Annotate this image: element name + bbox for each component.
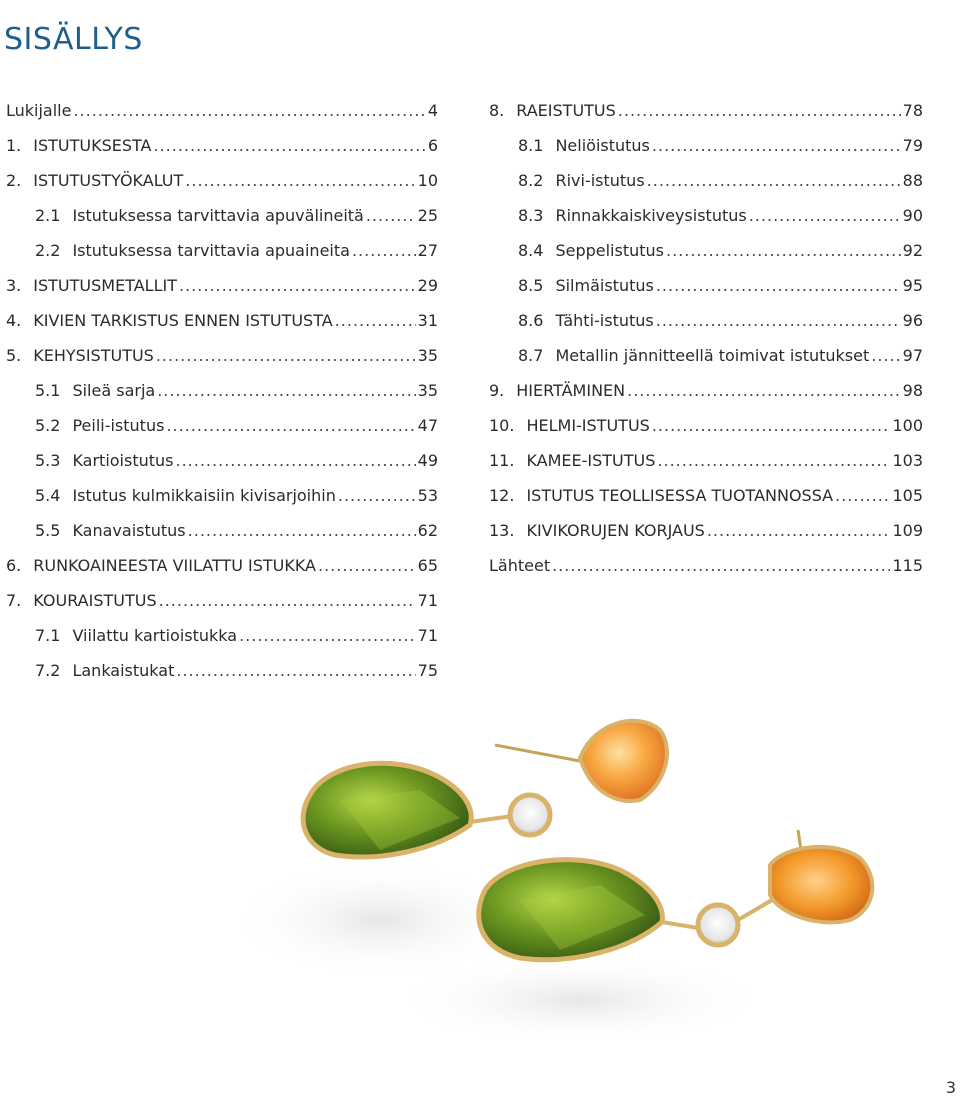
toc-entry-number: 5.1 xyxy=(35,381,61,400)
toc-entry xyxy=(489,413,923,448)
toc-entry-number: 5.3 xyxy=(35,451,61,470)
toc-entry xyxy=(489,98,923,133)
toc-entry xyxy=(6,413,438,448)
toc-entry xyxy=(489,343,923,378)
toc-entry-page: 96 xyxy=(902,311,923,330)
toc-entry xyxy=(489,448,923,483)
toc-entry xyxy=(6,518,438,553)
toc-entry xyxy=(6,623,438,658)
toc-entry-page: 79 xyxy=(902,136,923,155)
toc-entry-number: 6. xyxy=(6,556,22,575)
toc-entry-number: 9. xyxy=(489,381,505,400)
toc-entry-page: 97 xyxy=(902,346,923,365)
earrings-photo xyxy=(220,700,920,1040)
toc-entry xyxy=(6,273,438,308)
toc-entry-label: Rivi-istutus xyxy=(555,171,645,190)
toc-entry-label: KOURAISTUTUS xyxy=(33,591,157,610)
toc-entry-page: 103 xyxy=(892,451,923,470)
toc-entry-number: 7.1 xyxy=(35,626,61,645)
toc-entry xyxy=(489,203,923,238)
toc-dot-leader xyxy=(366,203,416,229)
toc-entry xyxy=(6,203,438,238)
toc-entry-label: Lankaistukat xyxy=(72,661,175,680)
toc-entry-number: 10. xyxy=(489,416,515,435)
toc-entry-page: 115 xyxy=(892,556,923,575)
toc-dot-leader xyxy=(338,483,416,509)
toc-entry-label: Kanavaistutus xyxy=(72,521,186,540)
toc-entry xyxy=(489,518,923,553)
toc-dot-leader xyxy=(159,588,416,614)
toc-entry-page: 71 xyxy=(417,591,438,610)
toc-entry xyxy=(489,238,923,273)
toc-entry xyxy=(6,343,438,378)
toc-entry-page: 88 xyxy=(902,171,923,190)
toc-entry xyxy=(6,168,438,203)
toc-entry-label: KAMEE-ISTUTUS xyxy=(526,451,656,470)
toc-entry-number: 8.4 xyxy=(518,241,544,260)
toc-dot-leader xyxy=(647,168,901,194)
toc-dot-leader xyxy=(707,518,891,544)
toc-entry xyxy=(6,308,438,343)
toc-entry-page: 35 xyxy=(417,346,438,365)
toc-entry-number: 8.3 xyxy=(518,206,544,225)
toc-entry-label: ISTUTUKSESTA xyxy=(33,136,152,155)
toc-entry-label: Rinnakkaiskiveysistutus xyxy=(555,206,747,225)
toc-dot-leader xyxy=(652,133,901,159)
toc-entry-label: Neliöistutus xyxy=(555,136,650,155)
toc-entry xyxy=(6,658,438,693)
toc-entry-number: 3. xyxy=(6,276,22,295)
toc-right-column xyxy=(489,98,923,588)
toc-entry-number: 8.1 xyxy=(518,136,544,155)
toc-entry-label: Lukijalle xyxy=(6,101,72,120)
toc-dot-leader xyxy=(239,623,416,649)
toc-entry xyxy=(489,308,923,343)
toc-entry-label: Metallin jännitteellä toimivat istutukset xyxy=(555,346,870,365)
toc-entry-page: 98 xyxy=(902,381,923,400)
toc-entry xyxy=(489,483,923,518)
toc-entry-page: 105 xyxy=(892,486,923,505)
toc-dot-leader xyxy=(154,133,426,159)
toc-entry xyxy=(489,133,923,168)
toc-entry-page: 35 xyxy=(417,381,438,400)
toc-dot-leader xyxy=(188,518,416,544)
page-title: SISÄLLYS xyxy=(4,22,143,58)
toc-entry-page: 27 xyxy=(417,241,438,260)
toc-entry-number: 5.5 xyxy=(35,521,61,540)
toc-entry-label: Seppelistutus xyxy=(555,241,664,260)
toc-dot-leader xyxy=(335,308,416,334)
toc-entry-label: ISTUTUS TEOLLISESSA TUOTANNOSSA xyxy=(526,486,834,505)
toc-entry-page: 75 xyxy=(417,661,438,680)
toc-entry xyxy=(6,133,438,168)
toc-dot-leader xyxy=(352,238,416,264)
toc-entry-number: 7.2 xyxy=(35,661,61,680)
toc-entry-page: 71 xyxy=(417,626,438,645)
toc-entry-page: 31 xyxy=(417,311,438,330)
toc-dot-leader xyxy=(666,238,901,264)
toc-entry-number: 8.2 xyxy=(518,171,544,190)
toc-dot-leader xyxy=(656,273,901,299)
toc-entry xyxy=(489,168,923,203)
toc-entry-label: ISTUTUSTYÖKALUT xyxy=(33,171,184,190)
toc-entry-page: 62 xyxy=(417,521,438,540)
toc-entry-number: 2.2 xyxy=(35,241,61,260)
toc-entry-number: 5.4 xyxy=(35,486,61,505)
toc-dot-leader xyxy=(166,413,415,439)
toc-entry-label: RUNKOAINEESTA VIILATTU ISTUKKA xyxy=(33,556,316,575)
toc-entry-page: 92 xyxy=(902,241,923,260)
toc-entry-number: 4. xyxy=(6,311,22,330)
toc-entry-label: KIVIKORUJEN KORJAUS xyxy=(526,521,705,540)
toc-entry-number: 2. xyxy=(6,171,22,190)
toc-entry-label: ISTUTUSMETALLIT xyxy=(33,276,177,295)
toc-entry xyxy=(6,238,438,273)
toc-dot-leader xyxy=(749,203,901,229)
page-number: 3 xyxy=(945,1078,956,1097)
toc-dot-leader xyxy=(156,343,416,369)
toc-entry xyxy=(6,98,438,133)
toc-dot-leader xyxy=(185,168,415,194)
toc-entry xyxy=(489,378,923,413)
toc-entry-page: 4 xyxy=(427,101,438,120)
toc-dot-leader xyxy=(73,98,425,124)
toc-entry-number: 1. xyxy=(6,136,22,155)
toc-dot-leader xyxy=(835,483,890,509)
toc-dot-leader xyxy=(318,553,416,579)
toc-entry-page: 95 xyxy=(902,276,923,295)
toc-entry-number: 8.5 xyxy=(518,276,544,295)
toc-entry-page: 90 xyxy=(902,206,923,225)
toc-entry-number: 8. xyxy=(489,101,505,120)
toc-entry-number: 12. xyxy=(489,486,515,505)
toc-left-column xyxy=(6,98,438,693)
toc-entry-page: 47 xyxy=(417,416,438,435)
toc-entry-page: 29 xyxy=(417,276,438,295)
toc-entry-number: 7. xyxy=(6,591,22,610)
toc-dot-leader xyxy=(656,308,901,334)
toc-entry-label: Sileä sarja xyxy=(72,381,156,400)
toc-dot-leader xyxy=(157,378,415,404)
toc-entry xyxy=(6,378,438,413)
toc-entry-label: Istutuksessa tarvittavia apuvälineitä xyxy=(72,206,364,225)
toc-entry-number: 13. xyxy=(489,521,515,540)
toc-entry-label: KEHYSISTUTUS xyxy=(33,346,154,365)
toc-dot-leader xyxy=(552,553,890,579)
toc-entry-number: 5. xyxy=(6,346,22,365)
toc-dot-leader xyxy=(657,448,890,474)
toc-entry-page: 109 xyxy=(892,521,923,540)
toc-entry-page: 100 xyxy=(892,416,923,435)
toc-dot-leader xyxy=(176,448,416,474)
toc-dot-leader xyxy=(627,378,901,404)
toc-entry-label: Lähteet xyxy=(489,556,551,575)
toc-entry xyxy=(489,273,923,308)
toc-dot-leader xyxy=(618,98,901,124)
toc-entry-label: Peili-istutus xyxy=(72,416,165,435)
toc-entry-label: Viilattu kartioistukka xyxy=(72,626,238,645)
toc-entry-number: 8.6 xyxy=(518,311,544,330)
toc-entry xyxy=(6,448,438,483)
toc-entry-label: Istutuksessa tarvittavia apuaineita xyxy=(72,241,350,260)
toc-entry-page: 49 xyxy=(417,451,438,470)
toc-entry-page: 10 xyxy=(417,171,438,190)
toc-entry-label: HIERTÄMINEN xyxy=(516,381,626,400)
toc-entry xyxy=(6,483,438,518)
toc-entry-label: KIVIEN TARKISTUS ENNEN ISTUTUSTA xyxy=(33,311,333,330)
toc-entry xyxy=(489,553,923,588)
toc-dot-leader xyxy=(176,658,415,684)
toc-entry-label: RAEISTUTUS xyxy=(516,101,616,120)
toc-dot-leader xyxy=(871,343,900,369)
toc-entry-number: 11. xyxy=(489,451,515,470)
toc-entry-number: 2.1 xyxy=(35,206,61,225)
toc-entry xyxy=(6,588,438,623)
toc-entry-number: 8.7 xyxy=(518,346,544,365)
toc-entry-page: 53 xyxy=(417,486,438,505)
toc-entry-label: Tähti-istutus xyxy=(555,311,654,330)
toc-entry-page: 65 xyxy=(417,556,438,575)
toc-entry-page: 6 xyxy=(427,136,438,155)
toc-entry-number: 5.2 xyxy=(35,416,61,435)
toc-dot-leader xyxy=(652,413,891,439)
toc-entry xyxy=(6,553,438,588)
toc-entry-label: Istutus kulmikkaisiin kivisarjoihin xyxy=(72,486,336,505)
toc-dot-leader xyxy=(179,273,416,299)
toc-entry-label: Kartioistutus xyxy=(72,451,174,470)
toc-entry-page: 25 xyxy=(417,206,438,225)
toc-entry-label: Silmäistutus xyxy=(555,276,654,295)
toc-entry-page: 78 xyxy=(902,101,923,120)
toc-entry-label: HELMI-ISTUTUS xyxy=(526,416,650,435)
